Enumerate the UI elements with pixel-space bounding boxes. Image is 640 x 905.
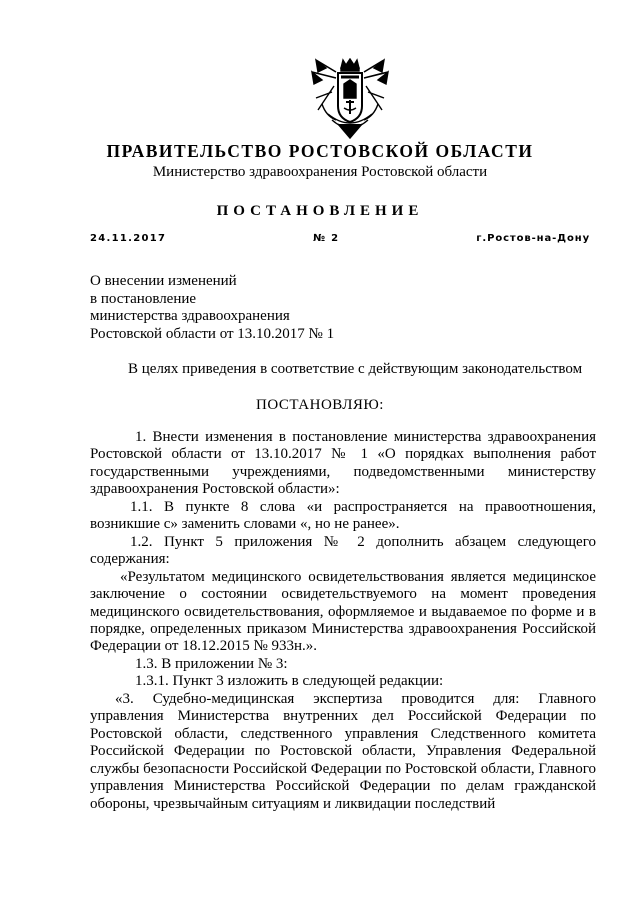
- document-body: [90, 429, 596, 813]
- paragraph-1-1: 1.1. В пункте 8 слова «и распространяется на правоотношения, возникшие с» заменить словами «, но не ранее».: [90, 498, 596, 533]
- paragraph-1-3: 1.3. В приложении № 3:: [135, 655, 288, 672]
- quote-paragraph: «Результатом медицинского освидетельствования является медицинское заключение о состоянии освидетельствуемого на момент проведения медицинского освидетельствования, оформляемое и выдаваемое по форме и в порядке, определенных приказом Министерства здравоохранения Российской Федерации от 18.12.2015 № 933н.».: [90, 568, 596, 655]
- subject-line: министерства здравоохранения: [90, 308, 290, 324]
- ministry-title: Министерство здравоохранения Ростовской области: [152, 164, 488, 180]
- subject-line: О внесении изменений: [90, 273, 237, 289]
- document-number: № 2: [313, 233, 340, 244]
- quote-paragraph: «3. Судебно-медицинская экспертиза проводится для: Главного управления Министерства внутренних дел Российской Федерации по Ростовской области, следственного управления Следственного комитета Российской Федерации по Ростовской области, Управления Федеральной службы безопасности Российской Федерации по Ростовской области, Главного управления Министерства Российской Федерации по делам гражданской обороны, чрезвычайным ситуациям и ликвидации последствий: [90, 690, 596, 812]
- subject-line: Ростовской области от 13.10.2017 № 1: [90, 325, 335, 342]
- coat-of-arms-icon: [308, 58, 392, 140]
- document-type: ПОСТАНОВЛЕНИЕ: [216, 203, 424, 219]
- document-subject: [90, 273, 334, 343]
- document-date: 24.11.2017: [90, 233, 167, 244]
- subject-line: в постановление: [90, 290, 197, 307]
- document-city: г.Ростов-на-Дону: [476, 233, 590, 244]
- organization-title: ПРАВИТЕЛЬСТВО РОСТОВСКОЙ ОБЛАСТИ: [106, 141, 534, 161]
- purpose-statement: В целях приведения в соответствие с действующим законодательством: [128, 361, 583, 377]
- paragraph-1: 1. Внести изменения в постановление министерства здравоохранения Ростовской области от 13.10.2017 № 1 «О порядках выполнения работ государственными учреждениями, подведомственными министерству здравоохранения Ростовской области»:: [90, 429, 596, 498]
- paragraph-1-2: 1.2. Пункт 5 приложения № 2 дополнить абзацем следующего содержания:: [90, 533, 596, 568]
- decree-heading: ПОСТАНОВЛЯЮ:: [256, 397, 384, 413]
- paragraph-1-3-1: 1.3.1. Пункт 3 изложить в следующей редакции:: [135, 673, 444, 690]
